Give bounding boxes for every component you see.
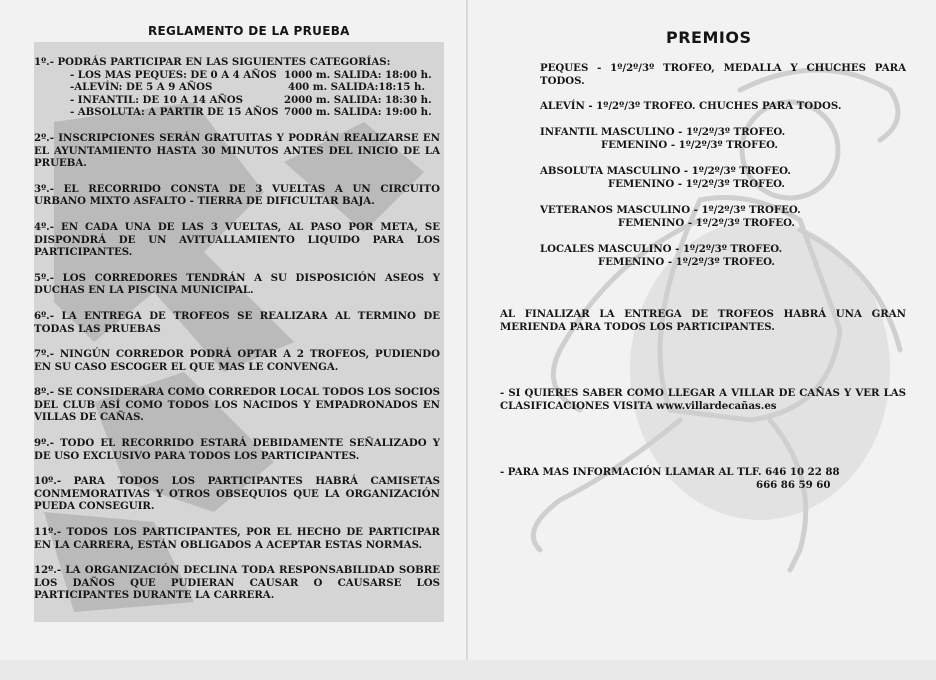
category-label: - INFANTIL: DE 10 A 14 AÑOS	[70, 93, 244, 106]
prize-infantil-male: INFANTIL MASCULINO - 1º/2º/3º TROFEO.	[540, 126, 786, 138]
regulation-title: REGLAMENTO DE LA PRUEBA	[148, 24, 350, 38]
scan-bottom-edge	[0, 660, 936, 680]
rule-5: 5º.- LOS CORREDORES TENDRÁN A SU DISPOSICIÓN ASEOS Y DUCHAS EN LA PISCINA MUNICIPAL.	[34, 271, 440, 297]
rule-11: 11º.- TODOS LOS PARTICIPANTES, POR EL HECHO DE PARTICIPAR EN LA CARRERA, ESTÁN OBLIGADOS A ACEPTAR ESTAS NORMAS.	[34, 526, 440, 551]
category-row	[34, 106, 440, 119]
rule-12: 12º.- LA ORGANIZACIÓN DECLINA TODA RESPONSABILIDAD SOBRE LOS DAÑOS QUE PUDIERAN CAUSAR O CAUSARSE LOS PARTICIPANTES DURANTE LA CARRERA.	[34, 564, 440, 602]
rule-6: 6º.- LA ENTREGA DE TROFEOS SE REALIZARA AL TERMINO DE TODAS LAS PRUEBAS	[34, 309, 440, 335]
prize-peques: PEQUES - 1º/2º/3º TROFEO, MEDALLA Y CHUCHES PARA TODOS.	[540, 62, 906, 87]
rule-1-intro: 1º.- PODRÁS PARTICIPAR EN LAS SIGUIENTES CATEGORÍAS:	[34, 56, 391, 68]
category-distance-start: 7000 m. SALIDA: 19:00 h.	[284, 106, 432, 119]
phone-number-2: 666 86 59 60	[756, 479, 831, 491]
prize-absoluta-female: FEMENINO - 1º/2º/3º TROFEO.	[608, 178, 785, 190]
page-fold	[466, 0, 468, 680]
category-row	[34, 69, 440, 82]
rule-2: 2º.- INSCRIPCIONES SERÁN GRATUITAS Y PODRÁN REALIZARSE EN EL AYUNTAMIENTO HASTA 30 MINUTOS ANTES DEL INICIO DE LA PRUEBA.	[34, 131, 440, 170]
website-note: - SI QUIERES SABER COMO LLEGAR A VILLAR DE CAÑAS Y VER LAS CLASIFICACIONES VISITA www.villardecañas.es	[500, 387, 906, 412]
category-row	[34, 94, 440, 107]
category-label: - LOS MAS PEQUES: DE 0 A 4 AÑOS	[70, 68, 277, 81]
rule-3: 3º.- EL RECORRIDO CONSTA DE 3 VUELTAS A UN CIRCUITO URBANO MIXTO ASFALTO - TIERRA DE DIFICULTAR BAJA.	[34, 182, 440, 208]
category-row	[34, 81, 440, 94]
rule-8: 8º.- SE CONSIDERARA COMO CORREDOR LOCAL TODOS LOS SOCIOS DEL CLUB ASÍ COMO TODOS LOS NACIDOS Y EMPADRONADOS EN VILLAS DE CAÑAS.	[34, 386, 440, 424]
category-distance-start: 1000 m. SALIDA: 18:00 h.	[284, 68, 432, 81]
prize-infantil-female: FEMENINO - 1º/2º/3º TROFEO.	[601, 139, 778, 151]
merienda-note: AL FINALIZAR LA ENTREGA DE TROFEOS HABRÁ UNA GRAN MERIENDA PARA TODOS LOS PARTICIPANTES.	[500, 308, 906, 333]
prize-alevin: ALEVÍN - 1º/2º/3º TROFEO. CHUCHES PARA TODOS.	[540, 100, 842, 112]
prize-veteranos-male: VETERANOS MASCULINO - 1º/2º/3º TROFEO.	[540, 204, 801, 216]
prize-veteranos-female: FEMENINO - 1º/2º/3º TROFEO.	[618, 217, 795, 229]
category-distance-start: 400 m. SALIDA:18:15 h.	[288, 81, 425, 94]
prizes-title: PREMIOS	[666, 28, 752, 47]
rule-7: 7º.- NINGÚN CORREDOR PODRÁ OPTAR A 2 TROFEOS, PUDIENDO EN SU CASO ESCOGER EL QUE MAS LE CONVENGA.	[34, 348, 440, 373]
phone-note: - PARA MAS INFORMACIÓN LLAMAR AL TLF. 646 10 22 88	[500, 466, 840, 478]
prize-locales-female: FEMENINO - 1º/2º/3º TROFEO.	[598, 256, 775, 268]
category-distance-start: 2000 m. SALIDA: 18:30 h.	[284, 93, 432, 106]
category-label: -ALEVÍN: DE 5 A 9 AÑOS	[70, 81, 213, 94]
rule-1	[34, 56, 440, 119]
rule-10: 10º.- PARA TODOS LOS PARTICIPANTES HABRÁ CAMISETAS CONMEMORATIVAS Y OTROS OBSEQUIOS QUE LA ORGANIZACIÓN PUEDA CONSEGUIR.	[34, 475, 440, 513]
prize-locales-male: LOCALES MASCULINO - 1º/2º/3º TROFEO.	[540, 243, 783, 255]
rule-4: 4º.- EN CADA UNA DE LAS 3 VUELTAS, AL PASO POR META, SE DISPONDRÁ DE UN AVITUALLAMIENTO LIQUIDO PARA LOS PARTICIPANTES.	[34, 220, 440, 259]
category-label: - ABSOLUTA: A PARTIR DE 15 AÑOS	[70, 106, 279, 119]
regulation-list	[34, 56, 440, 615]
prize-absoluta-male: ABSOLUTA MASCULINO - 1º/2º/3º TROFEO.	[540, 165, 791, 177]
rule-9: 9º.- TODO EL RECORRIDO ESTARÁ DEBIDAMENTE SEÑALIZADO Y DE USO EXCLUSIVO PARA TODOS LOS PARTICIPANTES.	[34, 437, 440, 462]
